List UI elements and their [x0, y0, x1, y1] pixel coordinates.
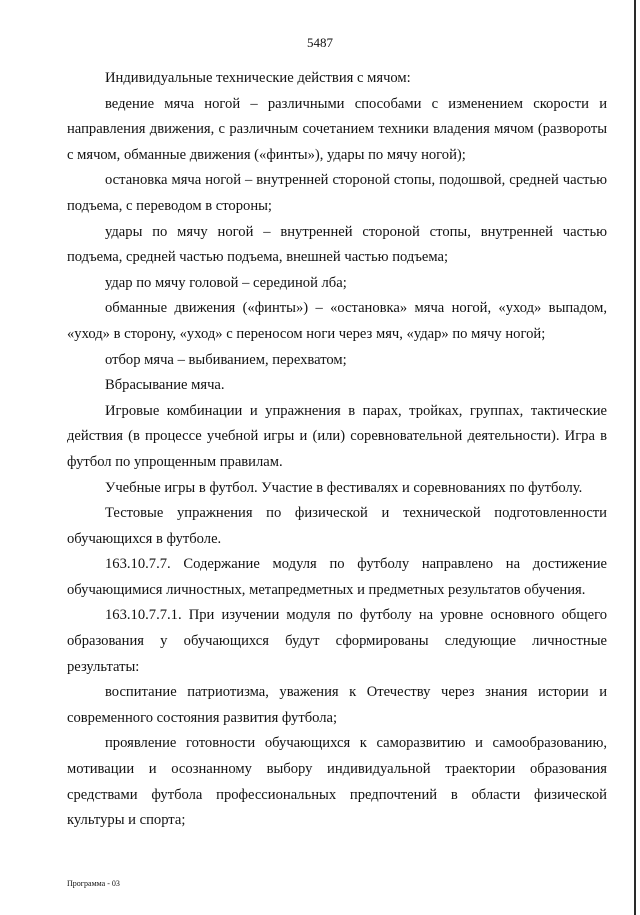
paragraph: Учебные игры в футбол. Участие в фестивалях и соревнованиях по футболу.	[105, 479, 583, 496]
paragraph: остановка мяча ногой – внутренней стороной стопы, подошвой, средней частью подъема, с переводом в стороны;	[67, 172, 607, 214]
paragraph: отбор мяча – выбиванием, перехватом;	[105, 351, 347, 368]
paragraph: Вбрасывание мяча.	[105, 377, 225, 394]
footer-program-label: Программа - 03	[67, 879, 120, 888]
document-body	[67, 66, 607, 834]
paragraph: проявление готовности обучающихся к саморазвитию и самообразованию, мотивации и осознанному выбору индивидуальной траектории образования средствами футбола профессиональных предпочтений в области физической культуры и спорта;	[67, 735, 607, 829]
paragraph: 163.10.7.7.1. При изучении модуля по футболу на уровне основного общего образования у обучающихся будут сформированы следующие личностные результаты:	[67, 607, 607, 675]
scan-edge-line	[634, 0, 636, 915]
paragraph: 163.10.7.7. Содержание модуля по футболу направлено на достижение обучающимися личностных, метапредметных и предметных результатов обучения.	[67, 556, 607, 598]
page-number: 5487	[307, 35, 333, 50]
paragraph: обманные движения («финты») – «остановка» мяча ногой, «уход» выпадом, «уход» в сторону, «уход» с переносом ноги через мяч, «удар» по мячу ногой;	[67, 300, 607, 342]
paragraph: удары по мячу ногой – внутренней стороной стопы, внутренней частью подъема, средней частью подъема, внешней частью подъема;	[67, 223, 607, 266]
paragraph: удар по мячу головой – серединой лба;	[105, 274, 347, 291]
paragraph: ведение мяча ногой – различными способами с изменением скорости и направления движения, с различным сочетанием техники владения мячом (развороты с мячом, обманные движения («финты»), удары по мячу ногой);	[67, 95, 607, 163]
paragraph: Индивидуальные технические действия с мячом:	[105, 70, 411, 86]
paragraph: воспитание патриотизма, уважения к Отечеству через знания истории и современного состояния развития футбола;	[67, 684, 607, 726]
paragraph: Тестовые упражнения по физической и технической подготовленности обучающихся в футболе.	[67, 505, 607, 547]
paragraph: Игровые комбинации и упражнения в парах, тройках, группах, тактические действия (в процессе учебной игры и (или) соревновательной деятельности). Игра в футбол по упрощенным правилам.	[67, 402, 607, 470]
